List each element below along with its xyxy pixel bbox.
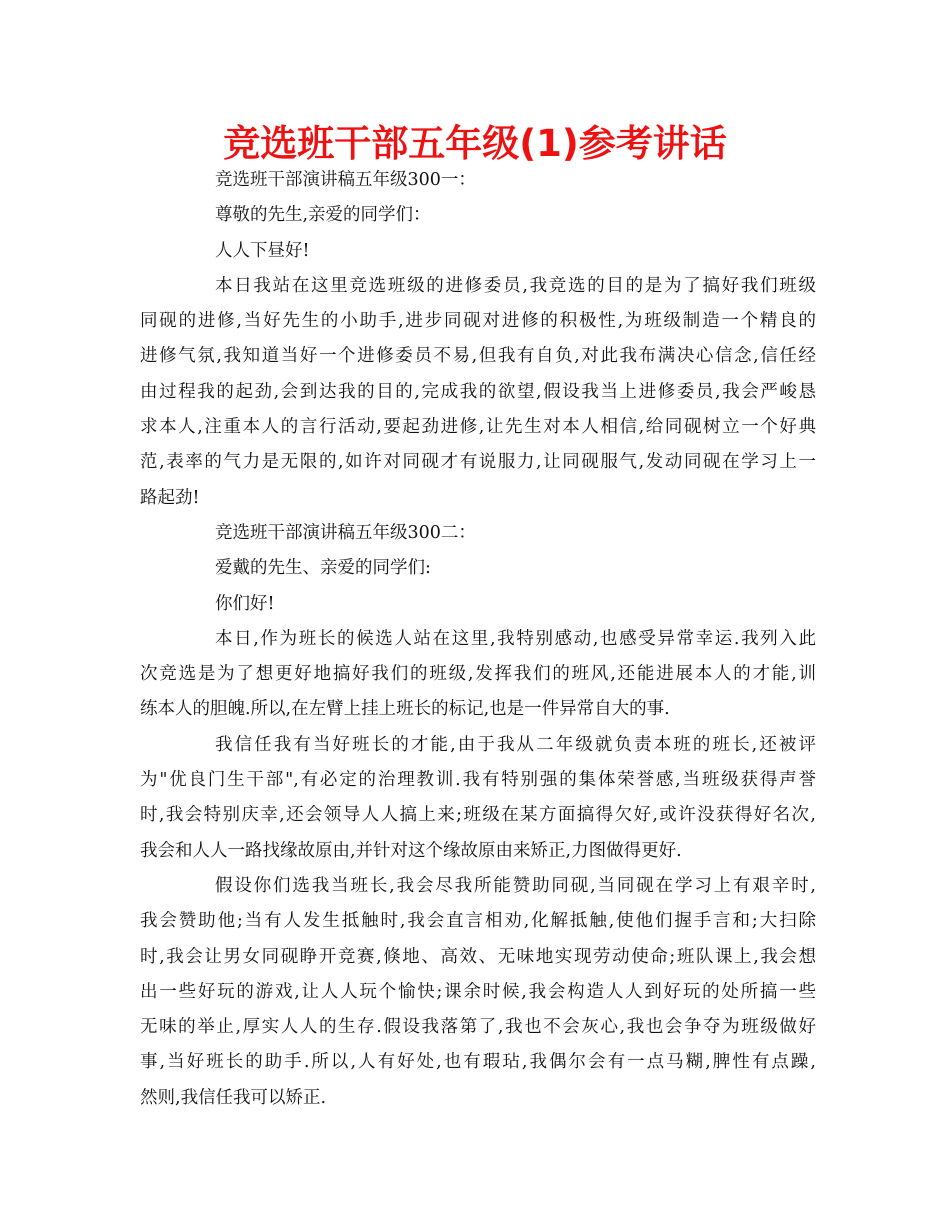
text-line: 假设你们选我当班长,我会尽我所能赞助同砚,当同砚在学习上有艰辛时,	[215, 875, 816, 896]
text-line: 求本人,注重本人的言行活动,要起劲进修,让先生对本人相信,给同砚树立一个好典	[140, 417, 816, 438]
text-line: 我会赞助他;当有人发生抵触时,我会直言相劝,化解抵触,使他们握手言和;大扫除	[140, 911, 816, 932]
text-line: 然则,我信任我可以矫正.	[140, 1087, 327, 1108]
text-line: 我会和人人一路找缘故原由,并针对这个缘故原由来矫正,力图做得更好.	[140, 840, 682, 861]
text-line: 爱戴的先生、亲爱的同学们:	[215, 558, 431, 579]
text-line: 练本人的胆魄.所以,在左臂上挂上班长的标记,也是一件异常自大的事.	[140, 699, 670, 720]
text-line: 由过程我的起劲,会到达我的目的,完成我的欲望,假设我当上进修委员,我会严峻恳	[140, 381, 816, 402]
text-line: 进修气氛,我知道当好一个进修委员不易,但我有自负,对此我布满决心信念,信任经	[140, 346, 816, 367]
text-line: 无味的举止,厚实人人的生存.假设我落第了,我也不会灰心,我也会争夺为班级做好	[140, 1017, 816, 1038]
text-line: 出一些好玩的游戏,让人人玩个愉快;课余时候,我会构造人人到好玩的处所搞一些	[140, 981, 816, 1002]
text-line: 本日我站在这里竞选班级的进修委员,我竞选的目的是为了搞好我们班级	[215, 275, 816, 296]
text-line: 你们好!	[215, 593, 275, 614]
text-line: 次竞选是为了想更好地搞好我们的班级,发挥我们的班风,还能进展本人的才能,训	[140, 664, 816, 685]
document-body	[140, 163, 816, 1116]
text-line: 竞选班干部演讲稿五年级300一：	[215, 170, 476, 190]
text-line: 范,表率的气力是无限的,如许对同砚才有说服力,让同砚服气,发动同砚在学习上一	[140, 452, 816, 473]
text-line: 为"优良门生干部",有必定的治理教训.我有特别强的集体荣誉感,当班级获得声誉	[140, 770, 816, 791]
text-line: 时,我会特别庆幸,还会领导人人搞上来;班级在某方面搞得欠好,或许没获得好名次,	[140, 805, 816, 826]
text-line: 尊敬的先生,亲爱的同学们：	[215, 205, 431, 226]
text-line: 本日,作为班长的候选人站在这里,我特别感动,也感受异常幸运.我列入此	[215, 628, 816, 649]
text-line: 路起劲!	[140, 487, 200, 508]
text-line: 时,我会让男女同砚睁开竞赛,倏地、高效、无味地实现劳动使命;班队课上,我会想	[140, 946, 816, 967]
text-line: 同砚的进修,当好先生的小助手,进步同砚对进修的积极性,为班级制造一个精良的	[140, 311, 816, 332]
text-line: 我信任我有当好班长的才能,由于我从二年级就负责本班的班长,还被评	[215, 734, 816, 755]
text-line: 人人下昼好!	[215, 240, 310, 261]
document-title: 竞选班干部五年级(1)参考讲话	[223, 122, 727, 165]
text-line: 事,当好班长的助手.所以,人有好处,也有瑕玷,我偶尔会有一点马糊,脾性有点躁,	[140, 1052, 816, 1073]
text-line: 竞选班干部演讲稿五年级300二：	[215, 522, 476, 543]
